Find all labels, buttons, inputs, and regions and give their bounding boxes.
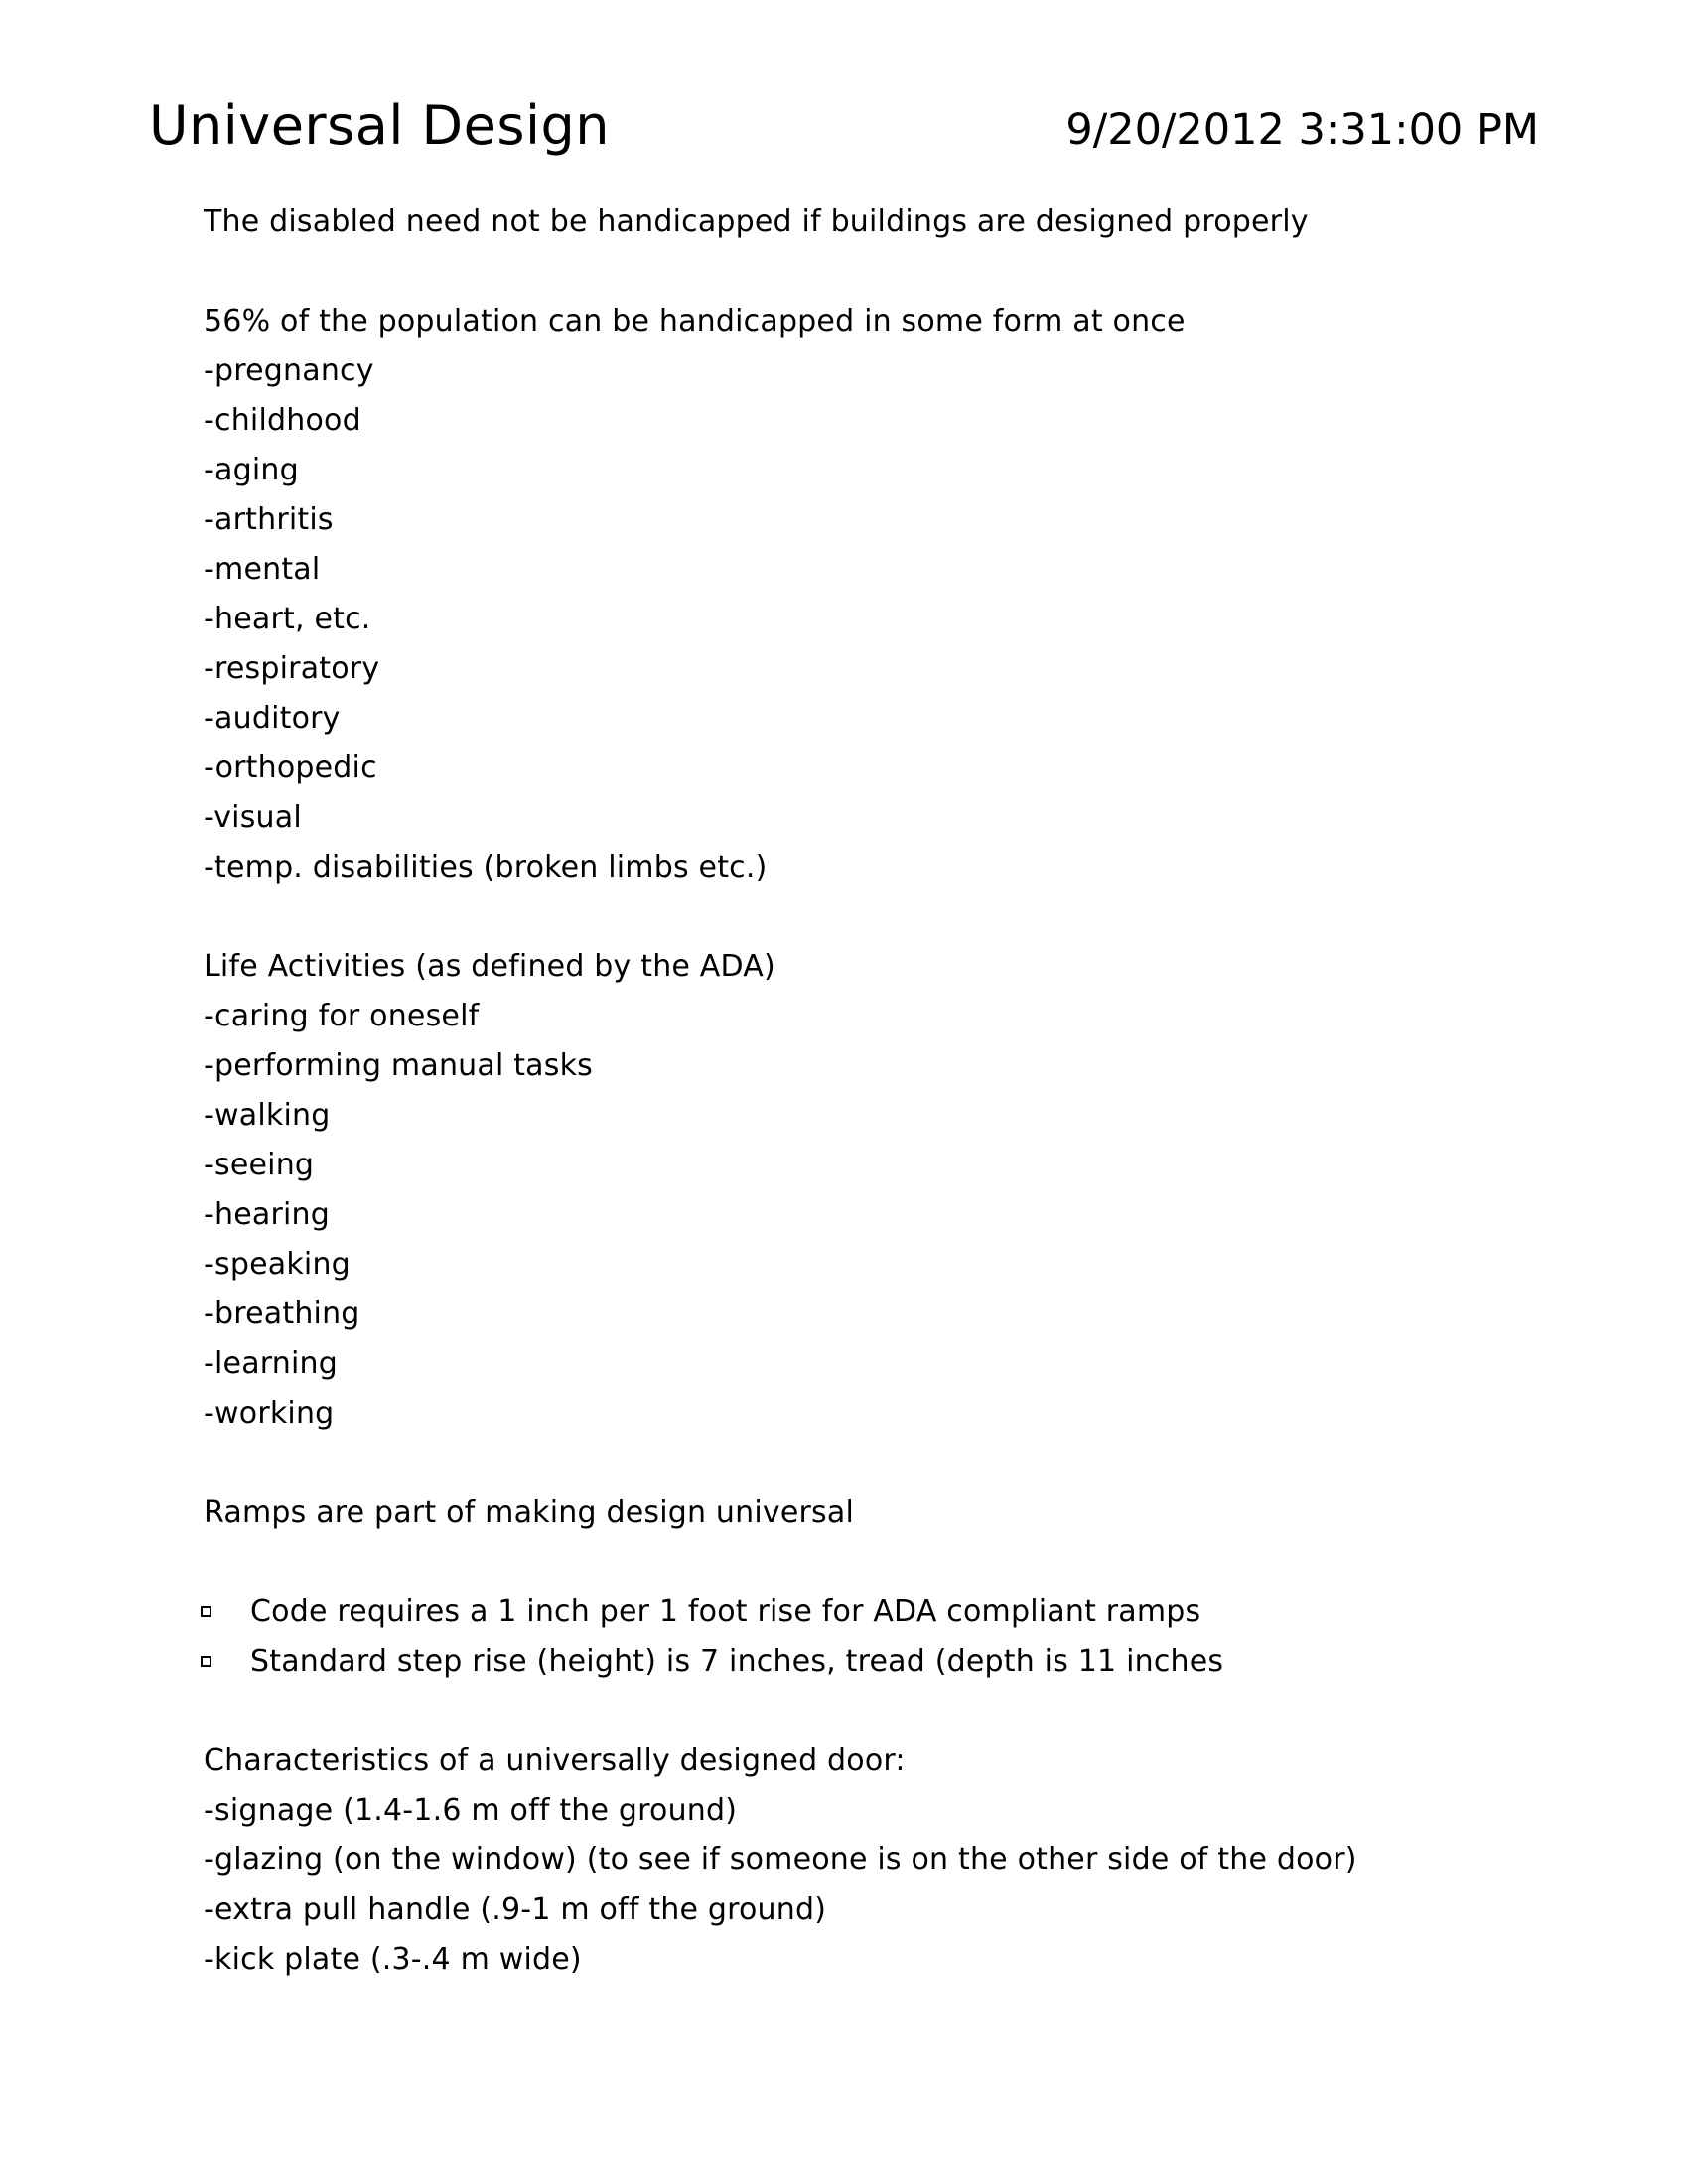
text-line: -walking <box>204 1098 331 1133</box>
blank-line <box>204 892 1539 942</box>
text-line: -heart, etc. <box>204 602 371 636</box>
text-line: -extra pull handle (.9-1 m off the ground) <box>204 1892 827 1927</box>
text-line: -arthritis <box>204 502 334 537</box>
blank-line <box>204 247 1539 297</box>
square-bullet-icon <box>201 1656 211 1667</box>
page-header <box>149 94 1539 157</box>
timestamp: 9/20/2012 3:31:00 PM <box>1065 105 1539 155</box>
page-title: Universal Design <box>149 94 610 157</box>
square-bullet-icon <box>201 1606 211 1617</box>
text-line: -auditory <box>204 701 341 736</box>
text-line: -performing manual tasks <box>204 1048 594 1083</box>
text-line: -glazing (on the window) (to see if someone is on the other side of the door) <box>204 1843 1357 1877</box>
bullet-text: Standard step rise (height) is 7 inches, tread (depth is 11 inches <box>250 1644 1224 1679</box>
blank-line <box>204 1538 1539 1587</box>
text-line: 56% of the population can be handicapped in some form at once <box>204 304 1186 339</box>
text-line: -learning <box>204 1346 339 1381</box>
text-line: The disabled need not be handicapped if buildings are designed properly <box>204 205 1309 239</box>
text-line: Ramps are part of making design universal <box>204 1495 854 1530</box>
text-line: -visual <box>204 800 302 835</box>
text-line: -signage (1.4-1.6 m off the ground) <box>204 1793 738 1828</box>
document-body <box>204 198 1539 1984</box>
text-line: -seeing <box>204 1148 315 1182</box>
text-line: -pregnancy <box>204 353 374 388</box>
text-line: -aging <box>204 453 299 487</box>
text-line: -kick plate (.3-.4 m wide) <box>204 1942 582 1977</box>
blank-line <box>204 1438 1539 1488</box>
text-line: -working <box>204 1396 335 1431</box>
text-line: -hearing <box>204 1197 331 1232</box>
bullet-item <box>204 1587 1539 1637</box>
text-line: -caring for oneself <box>204 999 480 1033</box>
text-line: -speaking <box>204 1247 351 1282</box>
bullet-text: Code requires a 1 inch per 1 foot rise for ADA compliant ramps <box>250 1594 1201 1629</box>
text-line: Life Activities (as defined by the ADA) <box>204 949 775 984</box>
blank-line <box>204 1687 1539 1736</box>
text-line: -orthopedic <box>204 751 377 785</box>
text-line: -temp. disabilities (broken limbs etc.) <box>204 850 768 885</box>
bullet-item <box>204 1637 1539 1687</box>
text-line: -mental <box>204 552 321 587</box>
text-line: -childhood <box>204 403 361 438</box>
text-line: -respiratory <box>204 651 380 686</box>
text-line: Characteristics of a universally designed door: <box>204 1743 906 1778</box>
text-line: -breathing <box>204 1297 360 1331</box>
